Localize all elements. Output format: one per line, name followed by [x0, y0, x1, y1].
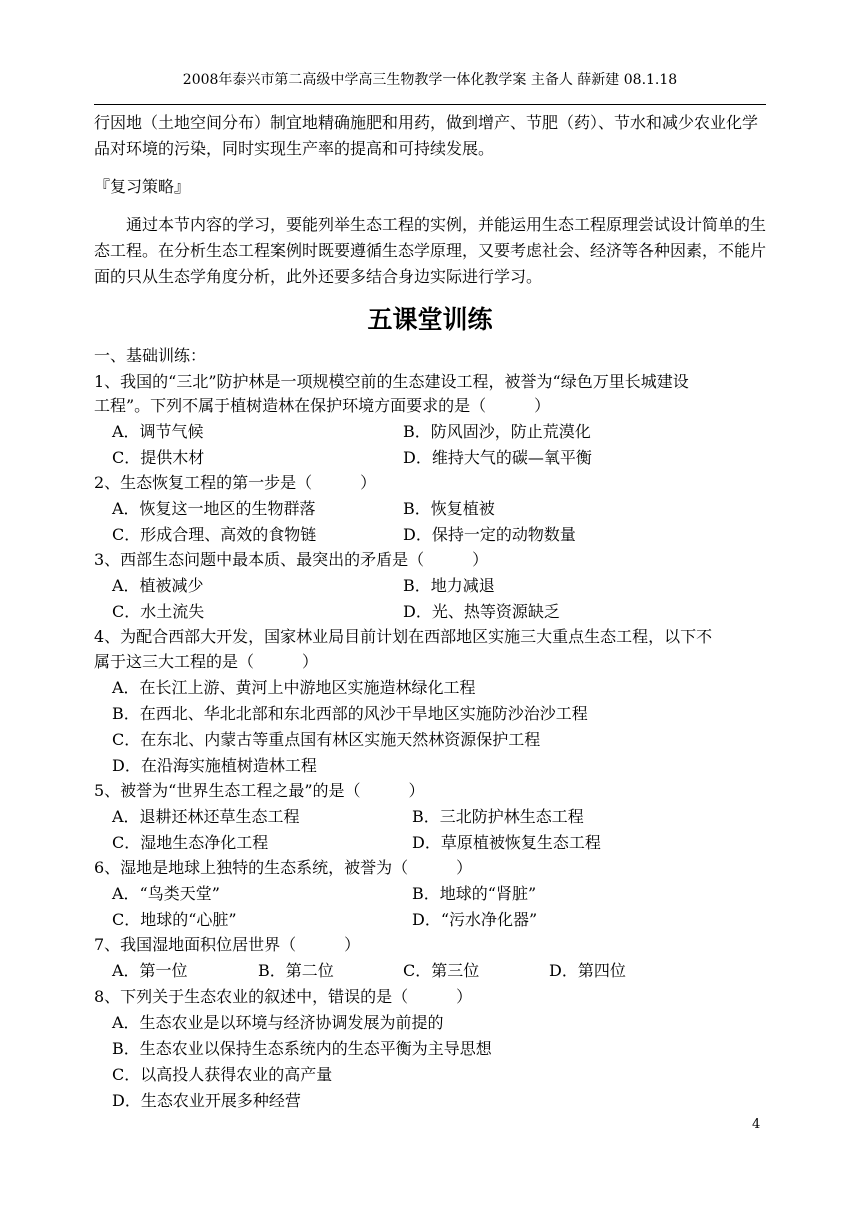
q8-option-d: D．生态农业开展多种经营 [112, 1091, 301, 1110]
q8-option-c: C．以高投人获得农业的高产量 [112, 1065, 333, 1084]
q4-option-b: B．在西北、华北北部和东北西部的风沙干旱地区实施防沙治沙工程 [112, 704, 588, 723]
q5-option-d: D．草原植被恢复生态工程 [412, 833, 601, 852]
intro-continuation: 行因地（土地空间分布）制宜地精确施肥和用药，做到增产、节肥（药）、节水和减少农业化学品对环境的污染，同时实现生产率的提高和可持续发展。 [94, 113, 759, 158]
section-subheading: 一、基础训练： [94, 346, 207, 365]
strategy-text: 通过本节内容的学习，要能列举生态工程的实例，并能运用生态工程原理尝试设计简单的生态工程。在分析生态工程案例时既要遵循生态学原理，又要考虑社会、经济等各种因素，不能片面的只从生态学角度分析，此外还要多结合身边实际进行学习。 [94, 215, 767, 286]
q1-option-a: A．调节气候 [112, 422, 204, 441]
q2-option-b: B．恢复植被 [403, 499, 495, 518]
header-rule [94, 104, 766, 105]
q4-option-c: C．在东北、内蒙古等重点国有林区实施天然林资源保护工程 [112, 730, 541, 749]
question-7-line-1: 7、我国湿地面积位居世界（ ） [94, 935, 361, 954]
question-5-line-1: 5、被誉为“世界生态工程之最”的是（ ） [94, 781, 425, 800]
q7-option-d: D．第四位 [549, 961, 626, 980]
q7-option-c: C．第三位 [403, 961, 480, 980]
q2-option-a: A．恢复这一地区的生物群落 [112, 499, 316, 518]
q7-option-b: B．第二位 [258, 961, 334, 980]
q7-option-a: A．第一位 [112, 961, 188, 980]
question-4-line-2: 属于这三大工程的是（ ） [94, 652, 319, 671]
q8-option-b: B．生态农业以保持生态系统内的生态平衡为主导思想 [112, 1039, 492, 1058]
q5-option-c: C．湿地生态净化工程 [112, 833, 269, 852]
q4-option-d: D．在沿海实施植树造林工程 [112, 756, 317, 775]
question-1-line-2: 工程”。下列不属于植树造林在保护环境方面要求的是（ ） [94, 396, 551, 415]
q1-option-c: C．提供木材 [112, 448, 205, 467]
q6-option-d: D．“污水净化器” [412, 910, 538, 929]
q5-option-a: A．退耕还林还草生态工程 [112, 807, 300, 826]
q2-option-c: C．形成合理、高效的食物链 [112, 525, 317, 544]
q6-option-c: C．地球的“心脏” [112, 910, 237, 929]
strategy-heading: 『复习策略』 [94, 177, 191, 196]
q3-option-c: C．水土流失 [112, 602, 205, 621]
question-6-line-1: 6、湿地是地球上独特的生态系统，被誉为（ ） [94, 858, 473, 877]
q2-option-d: D．保持一定的动物数量 [403, 525, 576, 544]
q5-option-b: B．三北防护林生态工程 [412, 807, 584, 826]
q8-option-a: A．生态农业是以环境与经济协调发展为前提的 [112, 1013, 444, 1032]
q3-option-b: B．地力减退 [403, 576, 495, 595]
q1-option-b: B．防风固沙，防止荒漠化 [403, 422, 591, 441]
question-8-line-1: 8、下列关于生态农业的叙述中，错误的是（ ） [94, 987, 473, 1006]
q4-option-a: A．在长江上游、黄河上中游地区实施造林绿化工程 [112, 678, 476, 697]
q3-option-a: A．植被减少 [112, 576, 204, 595]
q6-option-a: A．“鸟类天堂” [112, 884, 220, 903]
q6-option-b: B．地球的“肾脏” [412, 884, 537, 903]
question-2-line-1: 2、生态恢复工程的第一步是（ ） [94, 473, 377, 492]
page-number: 4 [752, 1117, 761, 1132]
q1-option-d: D．维持大气的碳—氧平衡 [403, 448, 592, 467]
page-header: 2008年泰兴市第二高级中学高三生物教学一体化教学案 主备人 薛新建 08.1.18 [182, 72, 678, 88]
question-3-line-1: 3、西部生态问题中最本质、最突出的矛盾是（ ） [94, 550, 489, 569]
section-title: 五课堂训练 [367, 305, 493, 334]
question-1-line-1: 1、我国的“三北”防护林是一项规模空前的生态建设工程，被誉为“绿色万里长城建设 [94, 372, 689, 391]
q3-option-d: D．光、热等资源缺乏 [403, 602, 560, 621]
question-4-line-1: 4、为配合西部大开发，国家林业局目前计划在西部地区实施三大重点生态工程，以下不 [94, 627, 713, 646]
